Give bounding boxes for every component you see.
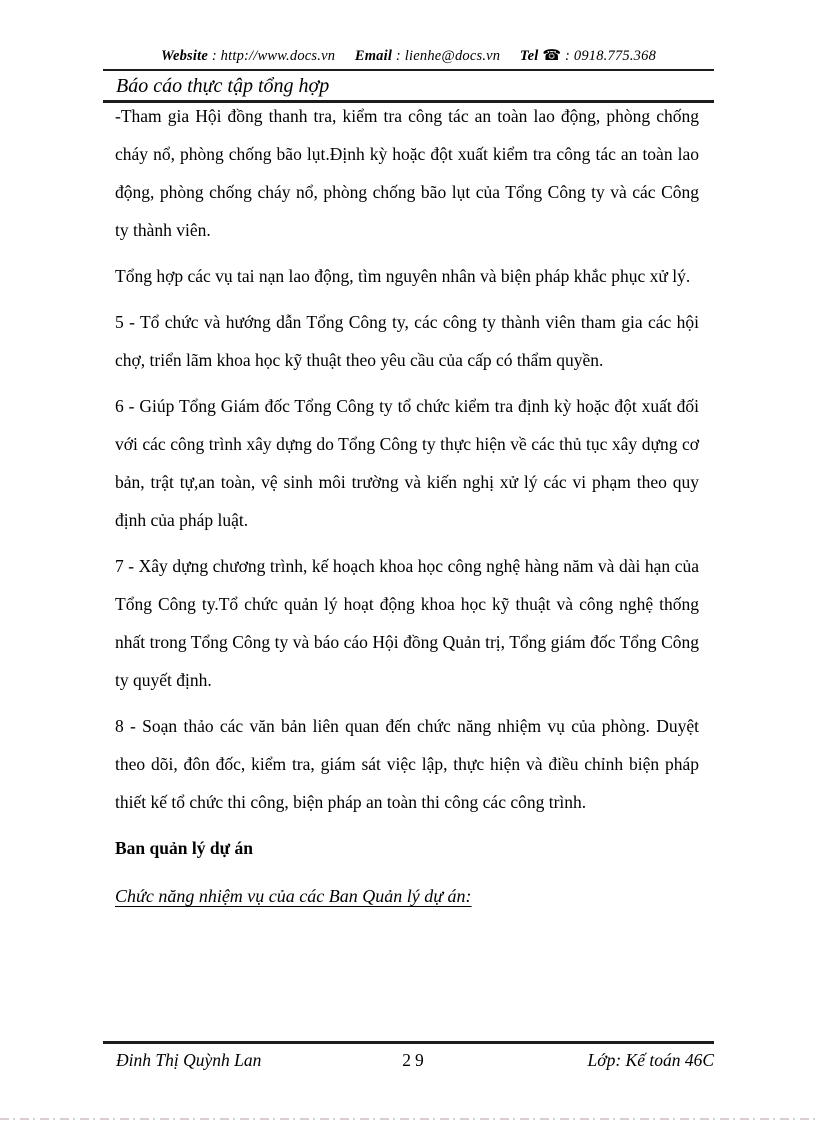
- report-title: Báo cáo thực tập tổng hợp: [116, 75, 330, 97]
- website-label: Website: [160, 48, 208, 64]
- page-header: [103, 0, 714, 103]
- email-value: : lienhe@docs.vn: [395, 48, 501, 64]
- tel-value: : 0918.775.368: [565, 48, 657, 64]
- body-paragraph: 6 - Giúp Tổng Giám đốc Tổng Công ty tổ chức kiểm tra định kỳ hoặc đột xuất đối với các công trình xây dựng do Tổng Công ty thực hiện về các thủ tục xây dựng cơ bản, trật tự,an toàn, vệ sinh môi trường và kiến nghị xử lý các vi phạm theo quy định của pháp luật.: [115, 396, 699, 530]
- body-paragraph: Tổng hợp các vụ tai nạn lao động, tìm nguyên nhân và biện pháp khắc phục xử lý.: [115, 266, 691, 286]
- phone-icon: ☎: [542, 48, 562, 64]
- body-paragraph: -Tham gia Hội đồng thanh tra, kiểm tra công tác an toàn lao động, phòng chống cháy nổ, phòng chống bão lụt.Định kỳ hoặc đột xuất kiểm tra công tác an toàn lao động, phòng chống cháy nổ, phòng chống bão lụt của Tổng Công ty và các Công ty thành viên.: [115, 106, 699, 240]
- contact-line: [103, 0, 714, 65]
- website-value: : http://www.docs.vn: [211, 48, 336, 64]
- author-name: Đinh Thị Quỳnh Lan: [116, 1049, 262, 1070]
- class-label: Lớp: Kế toán 46C: [587, 1049, 714, 1070]
- body-paragraph: 5 - Tổ chức và hướng dẫn Tổng Công ty, các công ty thành viên tham gia các hội chợ, triển lãm khoa học kỹ thuật theo yêu cầu của cấp có thẩm quyền.: [115, 312, 699, 370]
- email-label: Email: [354, 48, 393, 64]
- page-bottom-edge-dots: [0, 1118, 816, 1120]
- footer-row: [103, 1044, 714, 1071]
- tel-label: Tel: [519, 48, 539, 64]
- document-body: [115, 97, 699, 915]
- body-paragraph: 7 - Xây dựng chương trình, kế hoạch khoa học công nghệ hàng năm và dài hạn của Tổng Công ty.Tổ chức quản lý hoạt động khoa học kỹ thuật và công nghệ thống nhất trong Tổng Công ty và báo cáo Hội đồng Quản trị, Tổng giám đốc Tổng Công ty quyết định.: [115, 556, 699, 690]
- page-number: 29: [402, 1049, 428, 1070]
- subsection-heading: Chức năng nhiệm vụ của các Ban Quản lý dự án:: [115, 886, 472, 906]
- page-footer: [103, 1041, 714, 1071]
- body-paragraph: 8 - Soạn thảo các văn bản liên quan đến chức năng nhiệm vụ của phòng. Duyệt theo dõi, đôn đốc, kiểm tra, giám sát việc lập, thực hiện và điều chỉnh biện pháp thiết kế tổ chức thi công, biện pháp an toàn thi công các công trình.: [115, 716, 699, 812]
- section-heading: Ban quản lý dự án: [115, 838, 253, 858]
